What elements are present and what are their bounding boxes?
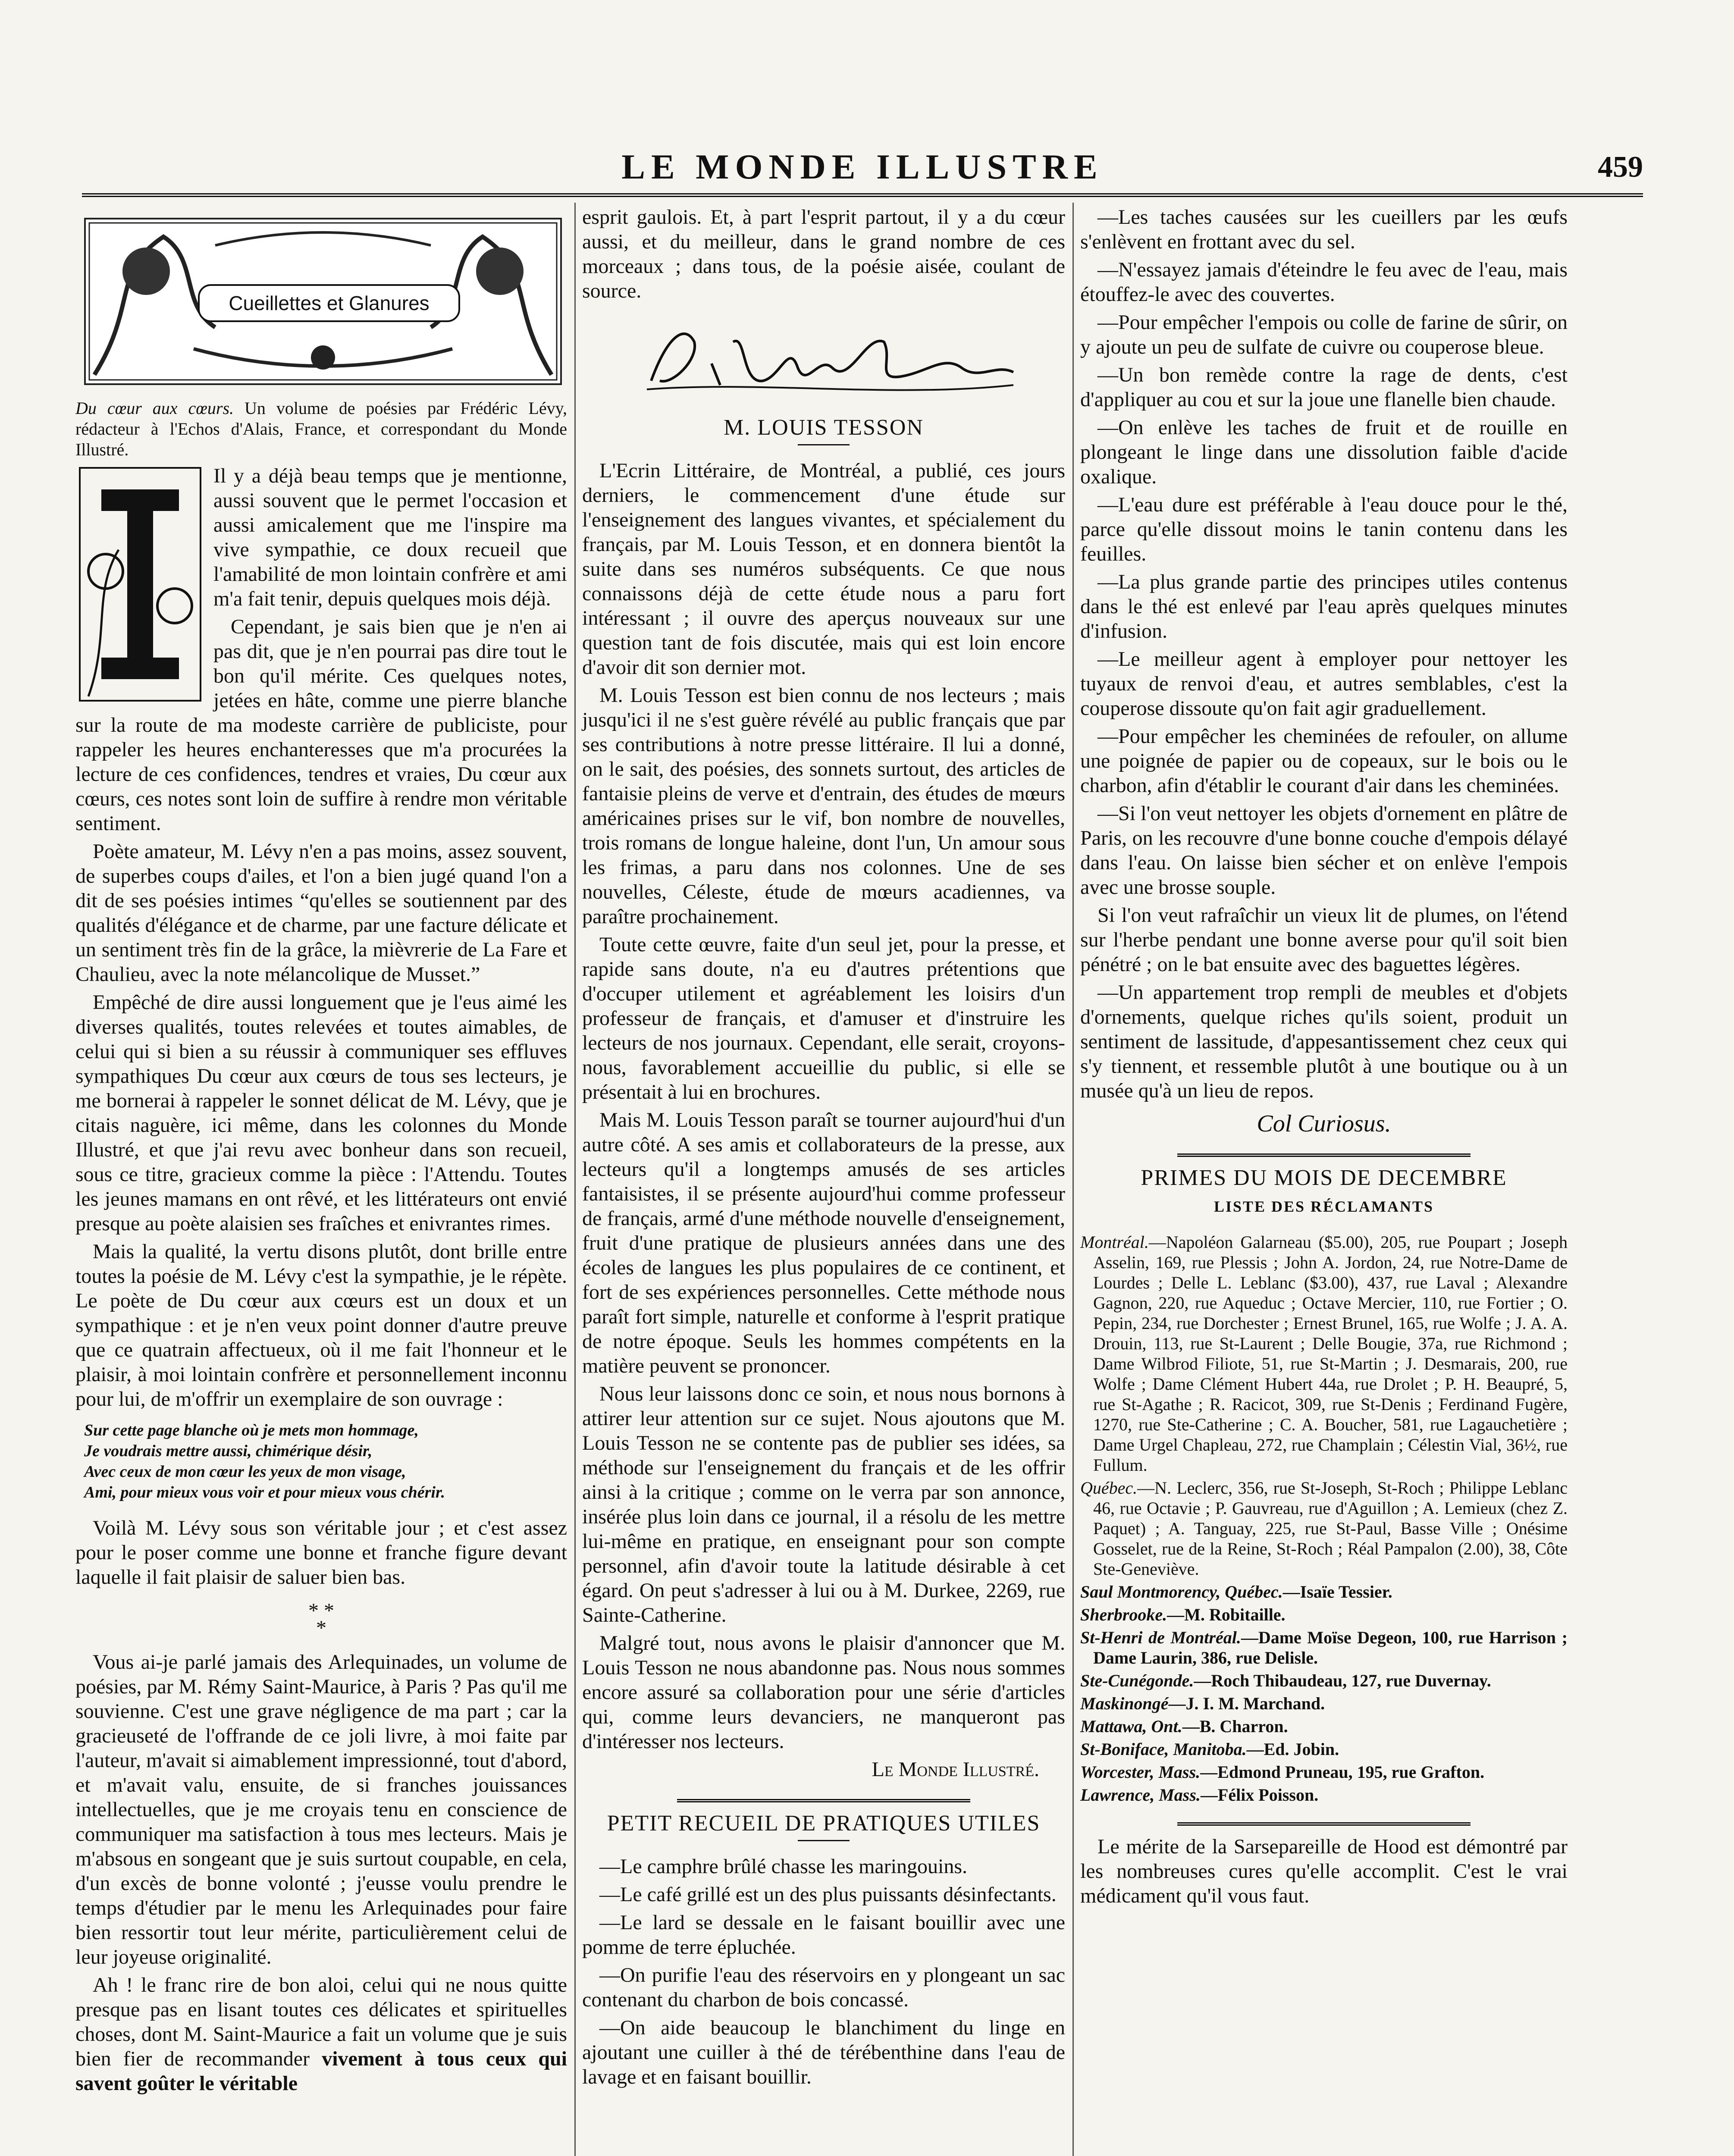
- column-1: [75, 205, 567, 2099]
- list-item: [1080, 1478, 1568, 1579]
- entry-text: —M. Robitaille.: [1167, 1605, 1286, 1624]
- tip-item: —On purifie l'eau des réservoirs en y plongeant un sac contenant du charbon de bois concassé.: [582, 1964, 1065, 2011]
- paragraph: esprit gaulois. Et, à part l'esprit partout, il y a du cœur aussi, et du meilleur, dans le grand nombre de ces morceaux ; dans tous, de la poésie aisée, coulant de source.: [582, 206, 1065, 302]
- tip-item: —Le camphre brûlé chasse les maringouins.: [599, 1855, 968, 1878]
- article-signature: Le Monde Illustré.: [872, 1758, 1039, 1781]
- section-banner: [84, 218, 562, 385]
- list-item: [1080, 1693, 1568, 1714]
- list-item: [1080, 1232, 1568, 1475]
- book-caption: [75, 398, 567, 460]
- place: Lawrence, Mass.: [1080, 1785, 1201, 1805]
- tip-item: —Un appartement trop rempli de meubles et d'objets d'ornements, quelque riches qu'ils soient, produit un sentiment de lassitude, d'appesantissement chez ceux qui s'y tiennent, et ressemble plutôt à une boutique ou à un musée qu'à un lieu de repos.: [1080, 981, 1568, 1102]
- tip-item: —Pour empêcher les cheminées de refouler, on allume une poignée de papier ou de copeaux, sur le bois ou le charbon, afin d'établir le courant d'air dans les cheminées.: [1080, 725, 1568, 797]
- section-stars: * * *: [308, 1599, 334, 1639]
- list-item: [1080, 1762, 1568, 1782]
- tip-item: —Si l'on veut nettoyer les objets d'ornement en plâtre de Paris, on les recouvre d'une bonne couche d'empois délayé dans l'eau. On laisse bien sécher et on enlève l'empois avec une brosse souple.: [1080, 802, 1568, 899]
- entry-text: —Edmond Pruneau, 195, rue Grafton.: [1200, 1762, 1485, 1782]
- newspaper-title: LE MONDE ILLUSTRE: [621, 147, 1104, 186]
- place: St-Boniface, Manitoba.: [1080, 1739, 1247, 1759]
- verse-line: Avec ceux de mon cœur les yeux de mon visage,: [84, 1463, 406, 1481]
- place: Montréal.: [1080, 1232, 1149, 1252]
- column-divider: [574, 203, 576, 2156]
- paragraph: [75, 1973, 567, 2096]
- list-item: [1080, 1604, 1568, 1625]
- section-rule: [1177, 1822, 1471, 1826]
- tip-item: —On aide beaucoup le blanchiment du linge en ajoutant une cuiller à thé de térébenthine dans l'eau de lavage et en faisant bouillir.: [582, 2016, 1065, 2088]
- paragraph: Poète amateur, M. Lévy n'en a pas moins, assez souvent, de superbes coups d'ailes, et l'on a bien jugé quand l'on a dit de ses poésies intimes “qu'elles se soutiennent par des qualités d'élégance et de charme, par une facture délicate et un sentiment très fin de la grâce, la mièvrerie de La Fare et Chaulieu, avec la note mélancolique de Musset.”: [75, 840, 567, 986]
- tip-item: —Les taches causées sur les cueillers par les œufs s'enlèvent en frottant avec du sel.: [1080, 206, 1568, 253]
- place: Worcester, Mass.: [1080, 1762, 1201, 1782]
- entry-text: —N. Leclerc, 356, rue St-Joseph, St-Roch ; Philippe Leblanc 46, rue Octavie ; P. Gauvreau, rue d'Aguillon ; A. Lemieux (chez Z. Paquet) ; A. Tanguay, 225, rue St-Paul, Basse Ville ; Onésime Gosselet, rue de la Reine, St-Roch ; Réal Pampalon (2.00), 38, Côte Ste-Geneviève.: [1093, 1478, 1568, 1579]
- entry-text: —B. Charron.: [1182, 1717, 1288, 1736]
- place: Sherbrooke.: [1080, 1605, 1167, 1624]
- masthead-rule: [82, 193, 1643, 197]
- paragraph: Voilà M. Lévy sous son véritable jour ; et c'est assez pour le poser comme une bonne et franche figure devant laquelle il fait plaisir de saluer bien bas.: [75, 1517, 567, 1589]
- column-3: [1080, 205, 1568, 1912]
- section-rule: [1177, 1153, 1471, 1157]
- place: Maskinongé: [1080, 1694, 1169, 1713]
- list-item: [1080, 1582, 1568, 1602]
- tip-item: —Le café grillé est un des plus puissants désinfectants.: [599, 1883, 1057, 1906]
- paragraph: Mais la qualité, la vertu disons plutôt, dont brille entre toutes la poésie de M. Lévy c'est la sympathie, je le répète. Le poète de Du cœur aux cœurs est un doux et un sympathique : et je n'en veux point donner d'autre preuve que ce quatrain affectueux, où il me fait l'honneur et le plaisir, à moi lointain confrère et personnellement inconnu pour lui, de m'offrir un exemplaire de son ouvrage :: [75, 1240, 567, 1410]
- list-item: [1080, 1627, 1568, 1668]
- tip-item: Si l'on veut rafraîchir un vieux lit de plumes, on l'étend sur l'herbe pendant une bonne averse pour qu'il soit bien pénétré ; on le bat ensuite avec des baguettes légères.: [1080, 904, 1568, 976]
- place: St-Henri de Montréal.: [1080, 1628, 1241, 1647]
- paragraph: Malgré tout, nous avons le plaisir d'annoncer que M. Louis Tesson ne nous abandonne pas. Nous nous sommes encore assuré sa collaboration pour une série d'articles qui, comme leurs devanciers, ne manqueront pas d'intéresser nos lecteurs.: [582, 1632, 1065, 1753]
- paragraph: Empêché de dire aussi longuement que je l'eus aimé les diverses qualités, toutes relevées et toutes aimables, de celui qui si bien a su réussir à communiquer ses effluves sympathiques Du cœur aux cœurs de tous ses lecteurs, je me bornerai à rappeler le sonnet délicat de M. Lévy, que je citais naguère, ici même, dans les colonnes du Monde Illustré, et que j'ai revu avec bonheur dans son recueil, sous ce titre, gracieux comme la pièce : l'Attendu. Toutes les jeunes mamans en ont rêvé, et les littérateurs ont envié presque au poète alaisien ses fraîches et enivrantes rimes.: [75, 991, 567, 1235]
- tip-item: —Un bon remède contre la rage de dents, c'est d'appliquer au cou et sur la joue une flanelle bien chaude.: [1080, 364, 1568, 411]
- tip-item: —La plus grande partie des principes utiles contenus dans le thé est enlevé par l'eau après quelques minutes d'infusion.: [1080, 570, 1568, 642]
- advertisement-text: Le mérite de la Sarsepareille de Hood est démontré par les nombreuses cures qu'elle accomplit. C'est le vrai médicament qu'il vous faut.: [1080, 1835, 1568, 1907]
- paragraph: Mais M. Louis Tesson paraît se tourner aujourd'hui d'un autre côté. A ses amis et collaborateurs de la presse, aux lecteurs qu'il a longtemps amusés de ses articles fantaisistes, il se présente aujourd'hui comme professeur de français, armé d'une méthode nouvelle d'enseignement, fruit d'une pratique de plusieurs années dans une des écoles de langues les plus populaires de ce continent, et fort de ses expériences personnelles. Cette méthode nous paraît fort simple, naturelle et conforme à l'esprit pratique de notre époque. Seuls les hommes compétents en la matière peuvent se prononcer.: [582, 1109, 1065, 1377]
- tip-item: —Pour empêcher l'empois ou colle de farine de sûrir, on y ajoute un peu de sulfate de cuivre ou couperose bleue.: [1080, 311, 1568, 358]
- place: Ste-Cunégonde.: [1080, 1671, 1194, 1690]
- tip-item: —Le meilleur agent à employer pour nettoyer les tuyaux de renvoi d'eau, et autres semblables, c'est la couperose dissoute qu'on fait agir graduellement.: [1080, 648, 1568, 720]
- place: Saul Montmorency, Québec.: [1080, 1582, 1283, 1601]
- entry-text: —J. I. M. Marchand.: [1168, 1694, 1325, 1713]
- entry-text: —Dame Moïse Degeon, 100, rue Harrison ; Dame Laurin, 386, rue Delisle.: [1093, 1628, 1568, 1667]
- masthead: [82, 147, 1643, 194]
- author-signature: [634, 316, 1022, 402]
- paragraph-text: Ah ! le franc rire de bon aloi, celui qui ne nous quitte presque pas en lisant toutes ces délicates et spirituelles choses, dont M. Saint-Maurice a fait un volume que je suis bien fier de recommander: [75, 1974, 567, 2070]
- claimants-list: [1080, 1232, 1568, 1805]
- tip-item: —Le lard se dessale en le faisant bouillir avec une pomme de terre épluchée.: [582, 1911, 1065, 1959]
- dropcap-ornament: [75, 464, 205, 705]
- list-item: [1080, 1739, 1568, 1759]
- column-2: [582, 205, 1065, 2093]
- verse-line: Sur cette page blanche où je mets mon hommage,: [84, 1421, 419, 1439]
- section-rule: [677, 1799, 970, 1802]
- list-item: [1080, 1716, 1568, 1736]
- tip-item: —N'essayez jamais d'éteindre le feu avec de l'eau, mais étouffez-le avec des couvertes.: [1080, 258, 1568, 306]
- entry-text: —Napoléon Galarneau ($5.00), 205, rue Poupart ; Joseph Asselin, 169, rue Plessis ; John A. Jordon, 24, rue Notre-Dame de Lourdes ; Delle L. Leblanc ($3.00), 437, rue Laval ; Alexandre Gagnon, 220, rue Aqueduc ; Octave Mercier, 110, rue Fortier ; O. Pepin, 234, rue Dorchester ; Ernest Brunel, 165, rue Wolfe ; J. A. A. Drouin, 113, rue St-Laurent ; Delle Bougie, 37a, rue Richmond ; Dame Wilbrod Filiote, 51, rue St-Martin ; J. Desmarais, 200, rue Wolfe ; Dame Clément Hubert 44a, rue Drolet ; P. H. Beaupré, 5, rue St-Agathe ; R. Racicot, 309, rue St-Denis ; Ferdinand Fugère, 1270, rue Ste-Catherine ; C. A. Boucher, 581, rue Lagauchetière ; Dame Urgel Chapleau, 272, rue Champlain ; Célestin Vial, 36½, rue Fullum.: [1093, 1232, 1568, 1475]
- caption-title: Du cœur aux cœurs.: [75, 398, 234, 418]
- list-item: [1080, 1785, 1568, 1805]
- entry-text: —Ed. Jobin.: [1246, 1739, 1339, 1759]
- verse-line: Ami, pour mieux vous voir et pour mieux vous chérir.: [84, 1483, 445, 1501]
- paragraph: Toute cette œuvre, faite d'un seul jet, pour la presse, et rapide sans doute, n'a eu d'autres prétentions que d'occuper utilement et agréablement les loisirs d'un professeur de français, et d'amuser et d'instruire les lecteurs de nos journaux. Cependant, elle serait, croyons-nous, favorablement accueillie du public, si elle se présentait à lui en brochures.: [582, 933, 1065, 1103]
- article-heading: PRIMES DU MOIS DE DECEMBRE: [1141, 1166, 1507, 1190]
- caption-text: Un volume de poésies par Frédéric Lévy, rédacteur à l'Echos d'Alais, France, et correspondant du Monde Illustré.: [75, 398, 567, 459]
- article-heading: M. LOUIS TESSON: [724, 415, 924, 440]
- article-body: [75, 464, 567, 2096]
- article-heading: PETIT RECUEIL DE PRATIQUES UTILES: [607, 1811, 1041, 1836]
- place: Québec.: [1080, 1478, 1138, 1498]
- tips-signature: Col Curiosus.: [1257, 1110, 1391, 1137]
- paragraph: Il y a déjà beau temps que je mentionne, aussi souvent que le permet l'occasion et aussi amicalement que me l'inspire ma vive sympathie, ce doux recueil que l'amabilité de mon lointain confrère et ami m'a fait tenir, depuis quelques mois déjà.: [213, 464, 567, 610]
- list-subheading: LISTE DES RÉCLAMANTS: [1213, 1198, 1434, 1215]
- tip-item: —L'eau dure est préférable à l'eau douce pour le thé, parce qu'elle dissout moins le tanin contenu dans les feuilles.: [1080, 493, 1568, 565]
- paragraph: M. Louis Tesson est bien connu de nos lecteurs ; mais jusqu'ici il ne s'est guère révélé au public français que par ses contributions à notre presse littéraire. Il lui a donné, on le sait, des poésies, des sonnets surtout, des articles de fantaisie pleins de verve et d'entrain, des études de mœurs américaines prises sur le vif, bon nombre de nouvelles, trois romans de longue haleine, dont l'un, Un amour sous les frimas, a paru dans nos colonnes. Une de ses nouvelles, Céleste, étude de mœurs acadiennes, va paraître prochainement.: [582, 684, 1065, 928]
- list-item: [1080, 1670, 1568, 1691]
- banner-label: Cueillettes et Glanures: [198, 284, 460, 322]
- paragraph-bold: vivement à tous ceux qui savent goûter le véritable: [75, 2047, 568, 2095]
- place: Mattawa, Ont.: [1080, 1717, 1182, 1736]
- paragraph: Cependant, je sais bien que je n'en ai pas dit, que je n'en pourrai pas dire tout le bon qu'il mérite. Ces quelques notes, jetées en hâte, comme une pierre blanche sur la route de ma modeste carrière de publiciste, pour rappeler les heures enchanteresses que m'a procurées la lecture de ces confidences, tendres et vraies, Du cœur aux cœurs, ces notes sont loin de suffire à rendre mon véritable sentiment.: [75, 615, 567, 835]
- paragraph: Nous leur laissons donc ce soin, et nous nous bornons à attirer leur attention sur ce sujet. Nous ajoutons que M. Louis Tesson ne se contente pas de publier ses idées, sa méthode sur l'enseignement du français et de les offrir ainsi à la critique ; comme on le verra par son annonce, insérée plus loin dans ce journal, il a résolu de les mettre lui-même en pratique, en enseignant pour son compte personnel, afin d'avoir toute la latitude désirable à cet égard. On peut s'adresser à lui ou à M. Durkee, 2269, rue Sainte-Catherine.: [582, 1382, 1065, 1626]
- tip-item: —On enlève les taches de fruit et de rouille en plongeant le linge dans une dissolution faible d'acide oxalique.: [1080, 416, 1568, 488]
- entry-text: —Félix Poisson.: [1200, 1785, 1319, 1805]
- entry-text: —Isaïe Tessier.: [1282, 1582, 1392, 1601]
- paragraph: L'Ecrin Littéraire, de Montréal, a publié, ces jours derniers, le commencement d'une étude sur l'enseignement des langues vivantes, et spécialement du français, par M. Louis Tesson, et en donnera bientôt la suite dans ses numéros subséquents. Ce que nous connaissons déjà de cette étude nous a paru fort intéressant ; il ouvre des aperçus nouveaux sur une question tant de fois discutée, mais qui est loin encore d'avoir dit son dernier mot.: [582, 459, 1065, 679]
- heading-rule: [798, 1840, 850, 1841]
- paragraph: Vous ai-je parlé jamais des Arlequinades, un volume de poésies, par M. Rémy Saint-Maurice, à Paris ? Pas qu'il me souvienne. C'est une grave négligence de ma part ; car la gracieuseté de l'offrande de ce joli livre, à moi faite par l'auteur, m'avait si aimablement impressionné, tout d'abord, et m'avait valu, ensuite, de si franches jouissances intellectuelles, que je me croyais tenu en conscience de communiquer ma satisfaction à tous mes lecteurs. Mais je m'absous en songeant que je suis surtout coupable, en cela, d'un excès de bonne volonté ; j'eusse voulu prendre le temps d'étudier par le menu les Arlequinades pour faire bien ressortir tout leur mérite, particulièrement celui de leur joyeuse originalité.: [75, 1651, 567, 1968]
- page-number: 459: [1598, 150, 1643, 184]
- heading-rule: [798, 444, 850, 445]
- entry-text: —Roch Thibaudeau, 127, rue Duvernay.: [1194, 1671, 1491, 1690]
- verse-line: Je voudrais mettre aussi, chimérique désir,: [84, 1442, 373, 1460]
- quatrain: [84, 1420, 567, 1503]
- column-divider: [1072, 203, 1074, 2156]
